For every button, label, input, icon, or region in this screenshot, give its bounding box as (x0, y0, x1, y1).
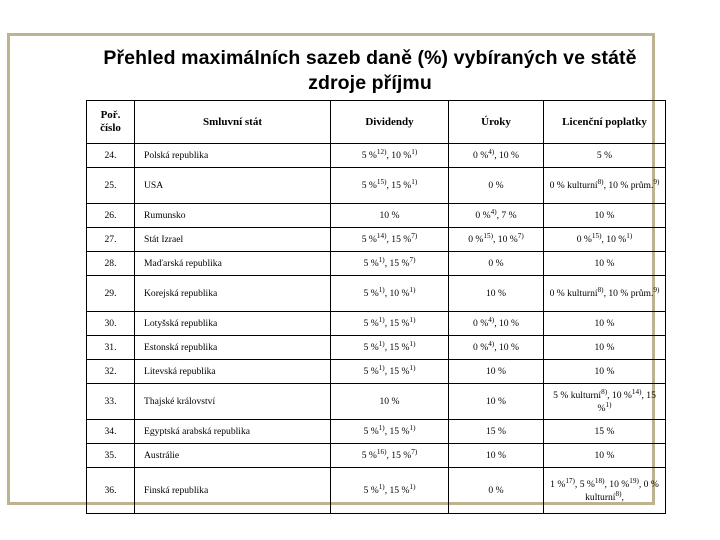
cell-royalties: 0 %$^{15)}$, 10 %$^{1)}$ (544, 228, 666, 252)
page-title: Přehled maximálních sazeb daně (%) vybíraných ve státě zdroje příjmu (103, 47, 637, 94)
table-row (87, 276, 666, 312)
table-row (87, 420, 666, 444)
cell-interest: 0 %$^{4)}$, 7 % (449, 204, 544, 228)
cell-number: 33. (87, 384, 135, 420)
cell-interest: 10 % (449, 444, 544, 468)
cell-dividends: 5 %$^{14)}$, 15 %$^{7)}$ (331, 228, 449, 252)
cell-state: Rumunsko (135, 204, 331, 228)
cell-royalties: 0 % kulturní$^{8)}$, 10 % prům.$^{9)}$ (544, 168, 666, 204)
cell-state: USA (135, 168, 331, 204)
cell-royalties: 10 % (544, 312, 666, 336)
cell-royalties: 5 % (544, 144, 666, 168)
column-header-interest: Úroky (449, 101, 544, 144)
cell-dividends: 5 %$^{1)}$, 10 %$^{1)}$ (331, 276, 449, 312)
tax-rates-table (86, 100, 666, 514)
table-row (87, 168, 666, 204)
cell-interest: 0 % (449, 252, 544, 276)
cell-royalties: 10 % (544, 204, 666, 228)
cell-number: 30. (87, 312, 135, 336)
cell-state: Thajské království (135, 384, 331, 420)
cell-royalties: 1 %$^{17)}$, 5 %$^{18)}$, 10 %$^{19)}$, 0 % kulturní$^{8)}$, (544, 468, 666, 514)
cell-number: 36. (87, 468, 135, 514)
cell-royalties: 10 % (544, 360, 666, 384)
table-row (87, 336, 666, 360)
cell-royalties: 10 % (544, 252, 666, 276)
table-row (87, 444, 666, 468)
cell-dividends: 5 %$^{16)}$, 15 %$^{7)}$ (331, 444, 449, 468)
cell-dividends: 5 %$^{1)}$, 15 %$^{1)}$ (331, 468, 449, 514)
cell-dividends: 5 %$^{12)}$, 10 %$^{1)}$ (331, 144, 449, 168)
cell-state: Stát Izrael (135, 228, 331, 252)
cell-dividends: 5 %$^{1)}$, 15 %$^{1)}$ (331, 420, 449, 444)
table-row (87, 360, 666, 384)
cell-interest: 0 %$^{4)}$, 10 % (449, 144, 544, 168)
cell-number: 24. (87, 144, 135, 168)
cell-state: Egyptská arabská republika (135, 420, 331, 444)
cell-interest: 10 % (449, 384, 544, 420)
cell-number: 25. (87, 168, 135, 204)
cell-number: 34. (87, 420, 135, 444)
cell-royalties: 15 % (544, 420, 666, 444)
table-row (87, 204, 666, 228)
cell-interest: 0 %$^{4)}$, 10 % (449, 312, 544, 336)
cell-interest: 0 % (449, 168, 544, 204)
cell-state: Austrálie (135, 444, 331, 468)
cell-number: 27. (87, 228, 135, 252)
cell-dividends: 5 %$^{1)}$, 15 %$^{7)}$ (331, 252, 449, 276)
cell-state: Litevská republika (135, 360, 331, 384)
table-body (87, 144, 666, 514)
cell-dividends: 10 % (331, 384, 449, 420)
cell-dividends: 5 %$^{1)}$, 15 %$^{1)}$ (331, 312, 449, 336)
cell-number: 31. (87, 336, 135, 360)
cell-state: Estonská republika (135, 336, 331, 360)
cell-number: 29. (87, 276, 135, 312)
cell-state: Maďarská republika (135, 252, 331, 276)
cell-interest: 15 % (449, 420, 544, 444)
column-header-dividends: Dividendy (331, 101, 449, 144)
cell-dividends: 10 % (331, 204, 449, 228)
cell-dividends: 5 %$^{1)}$, 15 %$^{1)}$ (331, 336, 449, 360)
column-header-royalties: Licenční poplatky (544, 101, 666, 144)
cell-royalties: 10 % (544, 444, 666, 468)
cell-state: Polská republika (135, 144, 331, 168)
cell-interest: 0 %$^{15)}$, 10 %$^{7)}$ (449, 228, 544, 252)
cell-state: Lotyšská republika (135, 312, 331, 336)
cell-interest: 0 %$^{4)}$, 10 % (449, 336, 544, 360)
cell-number: 26. (87, 204, 135, 228)
table-row (87, 252, 666, 276)
cell-royalties: 5 % kulturní$^{8)}$, 10 %$^{14)}$, 15 %$^{1)}$ (544, 384, 666, 420)
column-header-number: Poř. číslo (87, 101, 135, 144)
cell-royalties: 0 % kulturní$^{8)}$, 10 % prům.$^{9)}$ (544, 276, 666, 312)
table-row (87, 468, 666, 514)
table-row (87, 144, 666, 168)
cell-interest: 10 % (449, 276, 544, 312)
cell-state: Finská republika (135, 468, 331, 514)
cell-number: 35. (87, 444, 135, 468)
cell-royalties: 10 % (544, 336, 666, 360)
table-row (87, 228, 666, 252)
cell-state: Korejská republika (135, 276, 331, 312)
cell-number: 32. (87, 360, 135, 384)
table-header-row (87, 101, 666, 144)
table-row (87, 384, 666, 420)
cell-interest: 0 % (449, 468, 544, 514)
cell-number: 28. (87, 252, 135, 276)
cell-dividends: 5 %$^{1)}$, 15 %$^{1)}$ (331, 360, 449, 384)
cell-interest: 10 % (449, 360, 544, 384)
cell-dividends: 5 %$^{15)}$, 15 %$^{1)}$ (331, 168, 449, 204)
column-header-state: Smluvní stát (135, 101, 331, 144)
table-row (87, 312, 666, 336)
